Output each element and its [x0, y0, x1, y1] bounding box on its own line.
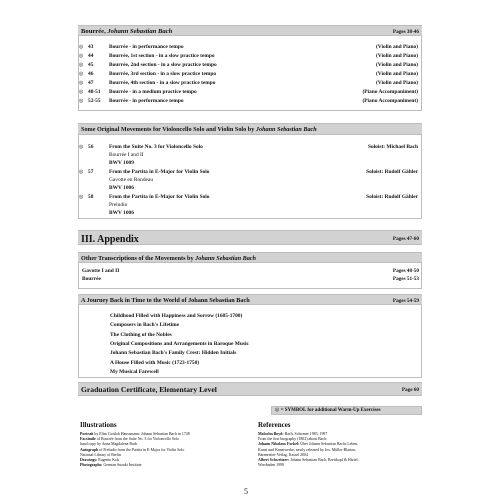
- cd-symbol-icon: ◎: [79, 45, 84, 50]
- cd-symbol-icon: ◎: [79, 63, 84, 68]
- track-title: Bourrée - in performance tempo: [109, 98, 184, 104]
- illustrations-line-text: of Preludio from the Partita in E-Major for Violin Solo: [99, 447, 185, 452]
- other-section-box: [78, 263, 422, 289]
- track-instrumentation: (Piano Accompaniment): [362, 98, 418, 104]
- track-instrumentation: (Violin and Piano): [375, 44, 418, 50]
- bourree-track-row: [78, 80, 422, 87]
- illustrations-line-text: German Suzuki Institute: [103, 463, 142, 468]
- bwv-number: BWV 1006: [109, 210, 134, 216]
- track-number: 47: [88, 80, 94, 86]
- illustrations-heading: Illustrations: [80, 421, 117, 429]
- track-title: Bourrée, 4th section - in a slow practice tempo: [109, 80, 216, 86]
- original-section-title: Some Original Movements for Violoncello Solo and Violin Solo by Johann Sebastian Bach: [81, 126, 317, 133]
- graduation-header: [78, 382, 422, 396]
- movement-name: Preludio: [109, 202, 128, 208]
- illustrations-line: [80, 448, 184, 453]
- illustrations-line: [80, 463, 142, 468]
- track-instrumentation: (Violin and Piano): [375, 62, 418, 68]
- track-instrumentation: (Violin and Piano): [375, 71, 418, 77]
- illustrations-line-label: Photographs:: [80, 463, 103, 468]
- track-number: 58: [88, 194, 94, 200]
- bwv-number: BWV 1009: [109, 160, 134, 166]
- original-section-header: [78, 123, 422, 135]
- references-line-text: Kunst und Kunstwerke, newly released by Jos. Müller-Blattau,: [258, 447, 356, 452]
- track-number: 44: [88, 53, 94, 59]
- journey-section-header: [78, 294, 422, 305]
- track-number: 46: [88, 71, 94, 77]
- illustrations-line-label: Drawings:: [80, 458, 98, 462]
- track-title: Bourrée, 2nd section - in a slow practice tempo: [109, 62, 217, 68]
- illustrations-line-label: Portrait: [80, 432, 94, 436]
- references-line-label: Albert Schweitzer:: [258, 458, 290, 462]
- references-line-label: Johann Nikolaus Forkel:: [258, 442, 300, 447]
- track-title: Bourrée, 3rd section - in a slow practice tempo: [109, 71, 217, 77]
- track-number: 43: [88, 44, 94, 50]
- cd-symbol-icon: ◎: [275, 408, 280, 413]
- other-row-gavotte: Gavotte I and II: [82, 268, 120, 274]
- track-soloist: Soloist: Rudolf Gähler: [366, 194, 418, 200]
- track-soloist: Soloist: Rudolf Gähler: [366, 169, 418, 175]
- references-line-text: Wiesbaden 1990: [258, 463, 284, 468]
- appendix-title: III. Appendix: [81, 234, 139, 245]
- illustrations-line-label: Autograph: [80, 447, 99, 452]
- bourree-section-header: [78, 25, 422, 36]
- cd-symbol-icon: ◎: [79, 90, 84, 95]
- warmup-symbol-legend: [271, 406, 422, 415]
- track-title: From the Suite No. 3 for Violoncello Solo: [109, 144, 203, 150]
- bourree-track-row: [78, 71, 422, 78]
- track-title: Bourrée - in a medium practice tempo: [109, 89, 197, 95]
- track-soloist: Soloist: Michael Bach: [367, 144, 418, 150]
- graduation-title: Graduation Certificate, Elementary Level: [81, 385, 217, 394]
- other-section-header: [78, 252, 422, 263]
- page-number: 5: [244, 487, 248, 496]
- illustrations-line: [80, 458, 119, 463]
- illustrations-line: [80, 442, 137, 447]
- references-line: [258, 442, 358, 447]
- track-number: 57: [88, 169, 94, 175]
- illustrations-line: [80, 432, 190, 437]
- original-track-row: [78, 169, 422, 176]
- references-line-text: Bach, Schirmer 1983, 1997: [284, 432, 328, 436]
- bwv-row: [78, 185, 422, 192]
- bourree-track-row: [78, 53, 422, 60]
- other-row-bourree-pages: Pages 51-53: [392, 276, 419, 282]
- references-line-label: Malcolm Boyd:: [258, 432, 284, 436]
- movement-name-row: [78, 202, 422, 209]
- journey-topic: Childhood Filled with Happiness and Sorrow (1685-1700): [110, 313, 243, 319]
- track-number: 48-51: [88, 89, 101, 95]
- cd-symbol-icon: ◎: [79, 195, 84, 200]
- bourree-track-row: [78, 62, 422, 69]
- track-number: 45: [88, 62, 94, 68]
- journey-topic: Composers in Bach's Lifetime: [110, 322, 180, 329]
- references-line: [258, 453, 308, 458]
- track-instrumentation: (Violin and Piano): [375, 80, 418, 86]
- bwv-row: [78, 160, 422, 167]
- track-number: 56: [88, 144, 94, 150]
- movement-name-row: [78, 152, 422, 159]
- bourree-section-title: Bourrée, Johann Sebastian Bach: [81, 28, 173, 35]
- bourree-track-row: [78, 98, 422, 105]
- legend-text: = SYMBOL for additional Warm-Up Exercises: [280, 408, 381, 413]
- cd-symbol-icon: ◎: [79, 170, 84, 175]
- illustrations-line-text: hand copy by Anna Magdalena Bach: [80, 442, 138, 447]
- journey-topic: My Musical Farewell: [110, 368, 159, 375]
- illustrations-line: [80, 437, 179, 442]
- bwv-number: BWV 1006: [109, 185, 134, 191]
- other-row-bourree: Bourrée: [82, 276, 101, 282]
- journey-topic: A House Filled with Music (1723-1750): [110, 359, 200, 366]
- track-title: From the Partita in E-Major for Violin Solo: [109, 194, 210, 200]
- appendix-header: [78, 230, 422, 245]
- movement-name-row: [78, 177, 422, 184]
- track-title: Bourrée - in performance tempo: [109, 44, 184, 50]
- cd-symbol-icon: ◎: [79, 54, 84, 59]
- graduation-pages: Page 60: [401, 387, 419, 393]
- illustrations-line-text: Eugenio Kok: [98, 458, 119, 462]
- original-track-row: [78, 194, 422, 201]
- references-line: [258, 432, 327, 437]
- journey-topic: Johann Sebastian Bach's Family Crest: Hidden Initials: [110, 350, 237, 357]
- original-track-row: [78, 144, 422, 151]
- journey-section-title: A Journey Back in Time to the World of Johann Sebastian Bach: [81, 297, 250, 304]
- track-title: Bourrée, 1st section - in a slow practice tempo: [109, 53, 215, 59]
- references-line-text: Über Johann Sebastian Bachs Leben,: [300, 442, 359, 447]
- cd-symbol-icon: ◎: [79, 81, 84, 86]
- references-line: [258, 458, 359, 463]
- bourree-track-row: [78, 89, 422, 96]
- movement-name: Gavotte en Rondeau: [109, 177, 154, 183]
- illustrations-line-text: by Elias Gottlob Haussmann: Johann Sebastian Bach in 1748: [94, 432, 190, 436]
- cd-symbol-icon: ◎: [79, 72, 84, 77]
- journey-topic: Original Compositions and Arrangements in Baroque Music: [110, 340, 249, 347]
- journey-topic: The Clothing of the Nobles: [110, 331, 172, 338]
- track-instrumentation: (Violin and Piano): [375, 53, 418, 59]
- other-section-title: Other Transcriptions of the Movements by Johann Sebastian Bach: [81, 255, 256, 262]
- illustrations-line-text: National Library of Berlin: [80, 452, 121, 457]
- movement-name: Bourrée I and II: [109, 152, 144, 158]
- illustrations-line-text: of Bourrée from the Suite No. 3 for Violoncello Solo: [96, 437, 180, 442]
- journey-section-pages: Pages 54-59: [392, 298, 419, 304]
- bourree-track-row: [78, 44, 422, 51]
- track-instrumentation: (Piano Accompaniment): [362, 89, 418, 95]
- references-line: [258, 463, 284, 468]
- references-line-text: Bärenreiter-Verlag, Kassel 2004: [258, 452, 308, 457]
- bwv-row: [78, 210, 422, 217]
- references-heading: References: [258, 421, 291, 429]
- references-line-text: Johann Sebastian Bach, Breitkopf & Härtel,: [290, 458, 359, 462]
- references-line-text: From the first biography (1802) about Bach:: [258, 437, 328, 442]
- references-line: [258, 448, 356, 453]
- bourree-section-pages: Pages 38-46: [392, 29, 419, 35]
- illustrations-line-label: Facsimile: [80, 437, 96, 442]
- cd-symbol-icon: ◎: [79, 99, 84, 104]
- track-title: From the Partita in E-Major for Violin Solo: [109, 169, 210, 175]
- other-row-gavotte-pages: Pages 48-50: [392, 268, 419, 274]
- illustrations-line: [80, 453, 121, 458]
- appendix-pages: Pages 47-60: [392, 236, 419, 242]
- track-number: 52-55: [88, 98, 101, 104]
- cd-symbol-icon: ◎: [79, 145, 84, 150]
